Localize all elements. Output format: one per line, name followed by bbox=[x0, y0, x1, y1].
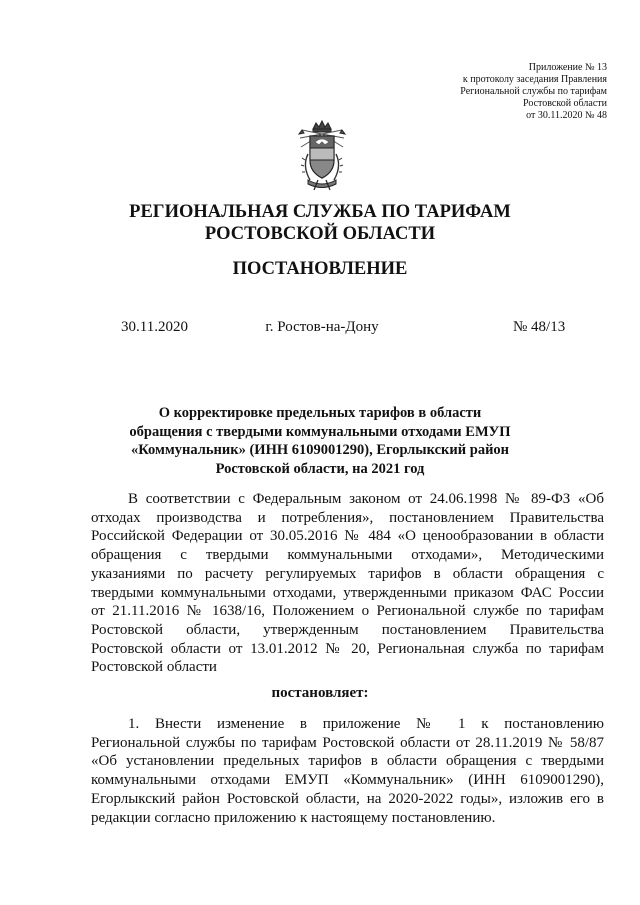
subject-line: «Коммунальник» (ИНН 6109001290), Егорлыкский район bbox=[130, 442, 510, 458]
item-line: 1. Внести изменение в приложение № 1 к постановлению bbox=[128, 716, 604, 732]
preamble-line: твердыми коммунальными отходами, утвержденными приказом ФАС России bbox=[91, 584, 604, 601]
coat-of-arms-icon bbox=[296, 120, 348, 192]
item-line: Региональной службы по тарифам Ростовской области от 28.11.2019 № 58/87 bbox=[91, 734, 604, 751]
resolves-heading: постановляет: bbox=[271, 685, 369, 701]
item-line: редакции согласно приложению к настоящему постановлению. bbox=[91, 809, 496, 826]
item-1-paragraph bbox=[91, 715, 604, 827]
organization-name-line2: РОСТОВСКОЙ ОБЛАСТИ bbox=[204, 224, 436, 244]
preamble-line: от 21.11.2016 № 1638/16, Положением о Региональной службе по тарифам bbox=[91, 603, 604, 620]
appendix-line: Ростовской области bbox=[523, 98, 607, 109]
document-number: № 48/13 bbox=[513, 319, 566, 335]
preamble-line: обращения с твердыми коммунальными отходами», Методическими bbox=[91, 547, 604, 564]
organization-name-line1: РЕГИОНАЛЬНАЯ СЛУЖБА ПО ТАРИФАМ bbox=[129, 202, 511, 222]
document-date: 30.11.2020 bbox=[121, 319, 188, 335]
appendix-line: Региональной службы по тарифам bbox=[460, 86, 607, 97]
preamble-paragraph bbox=[91, 490, 604, 677]
appendix-line: к протоколу заседания Правления bbox=[462, 74, 607, 85]
preamble-line: В соответствии с Федеральным законом от 24.06.1998 № 89-ФЗ «Об bbox=[128, 491, 604, 507]
preamble-line: Ростовской области от 13.01.2012 № 20, Региональная служба по тарифам bbox=[91, 640, 604, 657]
appendix-note bbox=[347, 62, 607, 122]
item-line: коммунальными отходами ЕМУП «Коммунальник» (ИНН 6109001290), bbox=[91, 772, 604, 789]
document-subject bbox=[0, 404, 640, 478]
preamble-line: Российской Федерации от 30.05.2016 № 484 «О ценообразовании в области bbox=[91, 528, 604, 545]
preamble-line: указаниями по расчету регулируемых тарифов в области обращения с bbox=[91, 565, 604, 582]
appendix-line: Приложение № 13 bbox=[528, 62, 607, 73]
preamble-line: Ростовской области, утвержденным постановлением Правительства bbox=[91, 621, 604, 638]
document-place: г. Ростов-на-Дону bbox=[265, 319, 379, 335]
preamble-line: отходах производства и потребления», постановлением Правительства bbox=[91, 509, 604, 526]
appendix-line: от 30.11.2020 № 48 bbox=[526, 110, 607, 121]
subject-line: обращения с твердыми коммунальными отходами ЕМУП bbox=[129, 423, 511, 440]
subject-line: О корректировке предельных тарифов в области bbox=[158, 405, 482, 421]
item-line: Егорлыкский район Ростовской области, на 2020-2022 годы», изложив его в bbox=[91, 790, 604, 807]
subject-line: Ростовской области, на 2021 год bbox=[215, 460, 425, 477]
document-type: ПОСТАНОВЛЕНИЕ bbox=[232, 259, 408, 279]
item-line: «Об установлении предельных тарифов в области обращения с твердыми bbox=[91, 753, 604, 770]
preamble-line: Ростовской области bbox=[91, 659, 217, 676]
